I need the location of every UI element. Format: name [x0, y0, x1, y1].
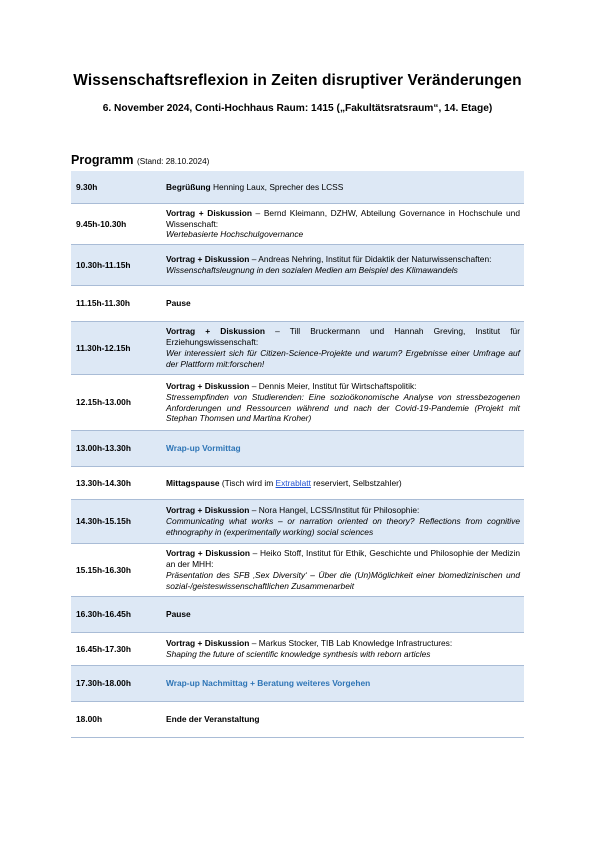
row-time: 9.45h-10.30h — [76, 218, 127, 229]
row-text: – Markus Stocker, TIB Lab Knowledge Infrastructures: — [249, 638, 453, 649]
talk-title: Shaping the future of scientific knowledge synthesis with reborn articles — [166, 649, 431, 659]
row-time: 15.15h-16.30h — [76, 564, 131, 575]
wrap-up-label: Wrap-up Nachmittag + Beratung weiteres Vorgehen — [166, 678, 371, 689]
talk-title: Wissenschaftsleugnung in den sozialen Medien am Beispiel des Klimawandels — [166, 265, 458, 275]
table-row — [71, 633, 524, 666]
row-description — [166, 381, 524, 425]
row-time: 18.00h — [76, 714, 103, 725]
talk-title: Communicating what works – or narration oriented on theory? Reflections from cognitive ethnography in (experimentally working) social sciences — [166, 516, 520, 537]
program-heading — [71, 153, 209, 167]
row-lead: Vortrag + Diskussion — [166, 380, 250, 391]
extrablatt-link[interactable]: Extrablatt — [275, 477, 311, 488]
row-description — [166, 254, 524, 276]
program-table — [71, 171, 524, 738]
row-text: – Heiko Stoff, Institut für Ethik, Geschichte und Philosophie der Medizin an der MHH: — [166, 548, 521, 570]
table-row — [71, 245, 524, 286]
table-row — [71, 467, 524, 500]
row-lead: Vortrag + Diskussion — [166, 505, 250, 516]
row-lead: Vortrag + Diskussion — [166, 638, 250, 649]
row-lead: Vortrag + Diskussion — [166, 326, 265, 337]
row-lead: Vortrag + Diskussion — [166, 254, 250, 265]
row-description — [166, 182, 524, 193]
row-time: 9.30h — [76, 181, 98, 192]
row-text: (Tisch wird im — [219, 477, 276, 488]
talk-title: Präsentation des SFB ‚Sex Diversity‘ – Über die (Un)Möglichkeit einer biomedizinischen und sozial-/geisteswissenschaftlichen Zusammenarbeit — [166, 570, 520, 591]
talk-title: Wertebasierte Hochschulgovernance — [166, 229, 304, 240]
row-time: 11.30h-12.15h — [76, 342, 131, 353]
row-closing-label: Ende der Veranstaltung — [166, 714, 260, 725]
program-status-date: (Stand: 28.10.2024) — [137, 157, 210, 166]
table-row — [71, 375, 524, 431]
row-break-label: Pause — [166, 298, 191, 309]
row-break-label: Pause — [166, 609, 191, 620]
program-label: Programm — [71, 153, 134, 167]
row-description — [166, 638, 524, 660]
row-time: 11.15h-11.30h — [76, 298, 131, 309]
table-row — [71, 500, 524, 544]
row-time: 16.30h-16.45h — [76, 609, 131, 620]
table-row — [71, 322, 524, 375]
row-text: Henning Laux, Sprecher des LCSS — [210, 181, 344, 192]
row-description — [166, 208, 524, 241]
row-lead: Vortrag + Diskussion — [166, 548, 251, 559]
table-row — [71, 171, 524, 204]
row-description — [166, 505, 524, 538]
row-description — [166, 478, 524, 489]
table-row — [71, 204, 524, 245]
row-text: – Till Bruckermann und Hannah Greving, Institut für Erziehungswissenschaft: — [166, 326, 520, 348]
row-time: 17.30h-18.00h — [76, 678, 131, 689]
table-row — [71, 286, 524, 322]
row-text: – Dennis Meier, Institut für Wirtschaftspolitik: — [249, 380, 417, 391]
row-text: reserviert, Selbstzahler) — [310, 477, 402, 488]
wrap-up-label: Wrap-up Vormittag — [166, 443, 241, 454]
table-row — [71, 666, 524, 702]
row-time: 13.30h-14.30h — [76, 477, 131, 488]
row-text: – Andreas Nehring, Institut für Didaktik der Naturwissenschaften: — [249, 254, 492, 265]
row-text: – Nora Hangel, LCSS/Institut für Philosophie: — [249, 505, 420, 516]
row-time: 13.00h-13.30h — [76, 443, 131, 454]
row-lead: Begrüßung — [166, 181, 211, 192]
table-row — [71, 431, 524, 467]
table-row — [71, 702, 524, 738]
row-time: 10.30h-11.15h — [76, 259, 131, 270]
row-time: 16.45h-17.30h — [76, 643, 131, 654]
row-lead: Mittagspause — [166, 477, 220, 488]
row-time: 12.15h-13.00h — [76, 397, 131, 408]
talk-title: Wer interessiert sich für Citizen-Science-Projekte und warum? Ergebnisse einer Umfrage auf der Plattform mit:forschen! — [166, 348, 520, 369]
event-date-location: 6. November 2024, Conti-Hochhaus Raum: 1415 („Fakultätsratsraum“, 14. Etage) — [102, 103, 493, 114]
row-time: 14.30h-15.15h — [76, 516, 131, 527]
row-description — [166, 326, 524, 370]
table-row — [71, 597, 524, 633]
row-lead: Vortrag + Diskussion — [166, 207, 252, 218]
table-row — [71, 544, 524, 597]
row-description — [166, 548, 524, 592]
row-text: – Bernd Kleimann, DZHW, Abteilung Governance in Hochschule und Wissenschaft: — [166, 207, 520, 229]
talk-title: Stressempfinden von Studierenden: Eine sozioökonomische Analyse von stressbezogenen Anforderungen und Ressourcen während und nach der Covid-19-Pandemie (Projekt mit Stephan Thomsen und Martina Kroher) — [166, 391, 520, 424]
document-title: Wissenschaftsreflexion in Zeiten disruptiver Veränderungen — [73, 72, 522, 89]
